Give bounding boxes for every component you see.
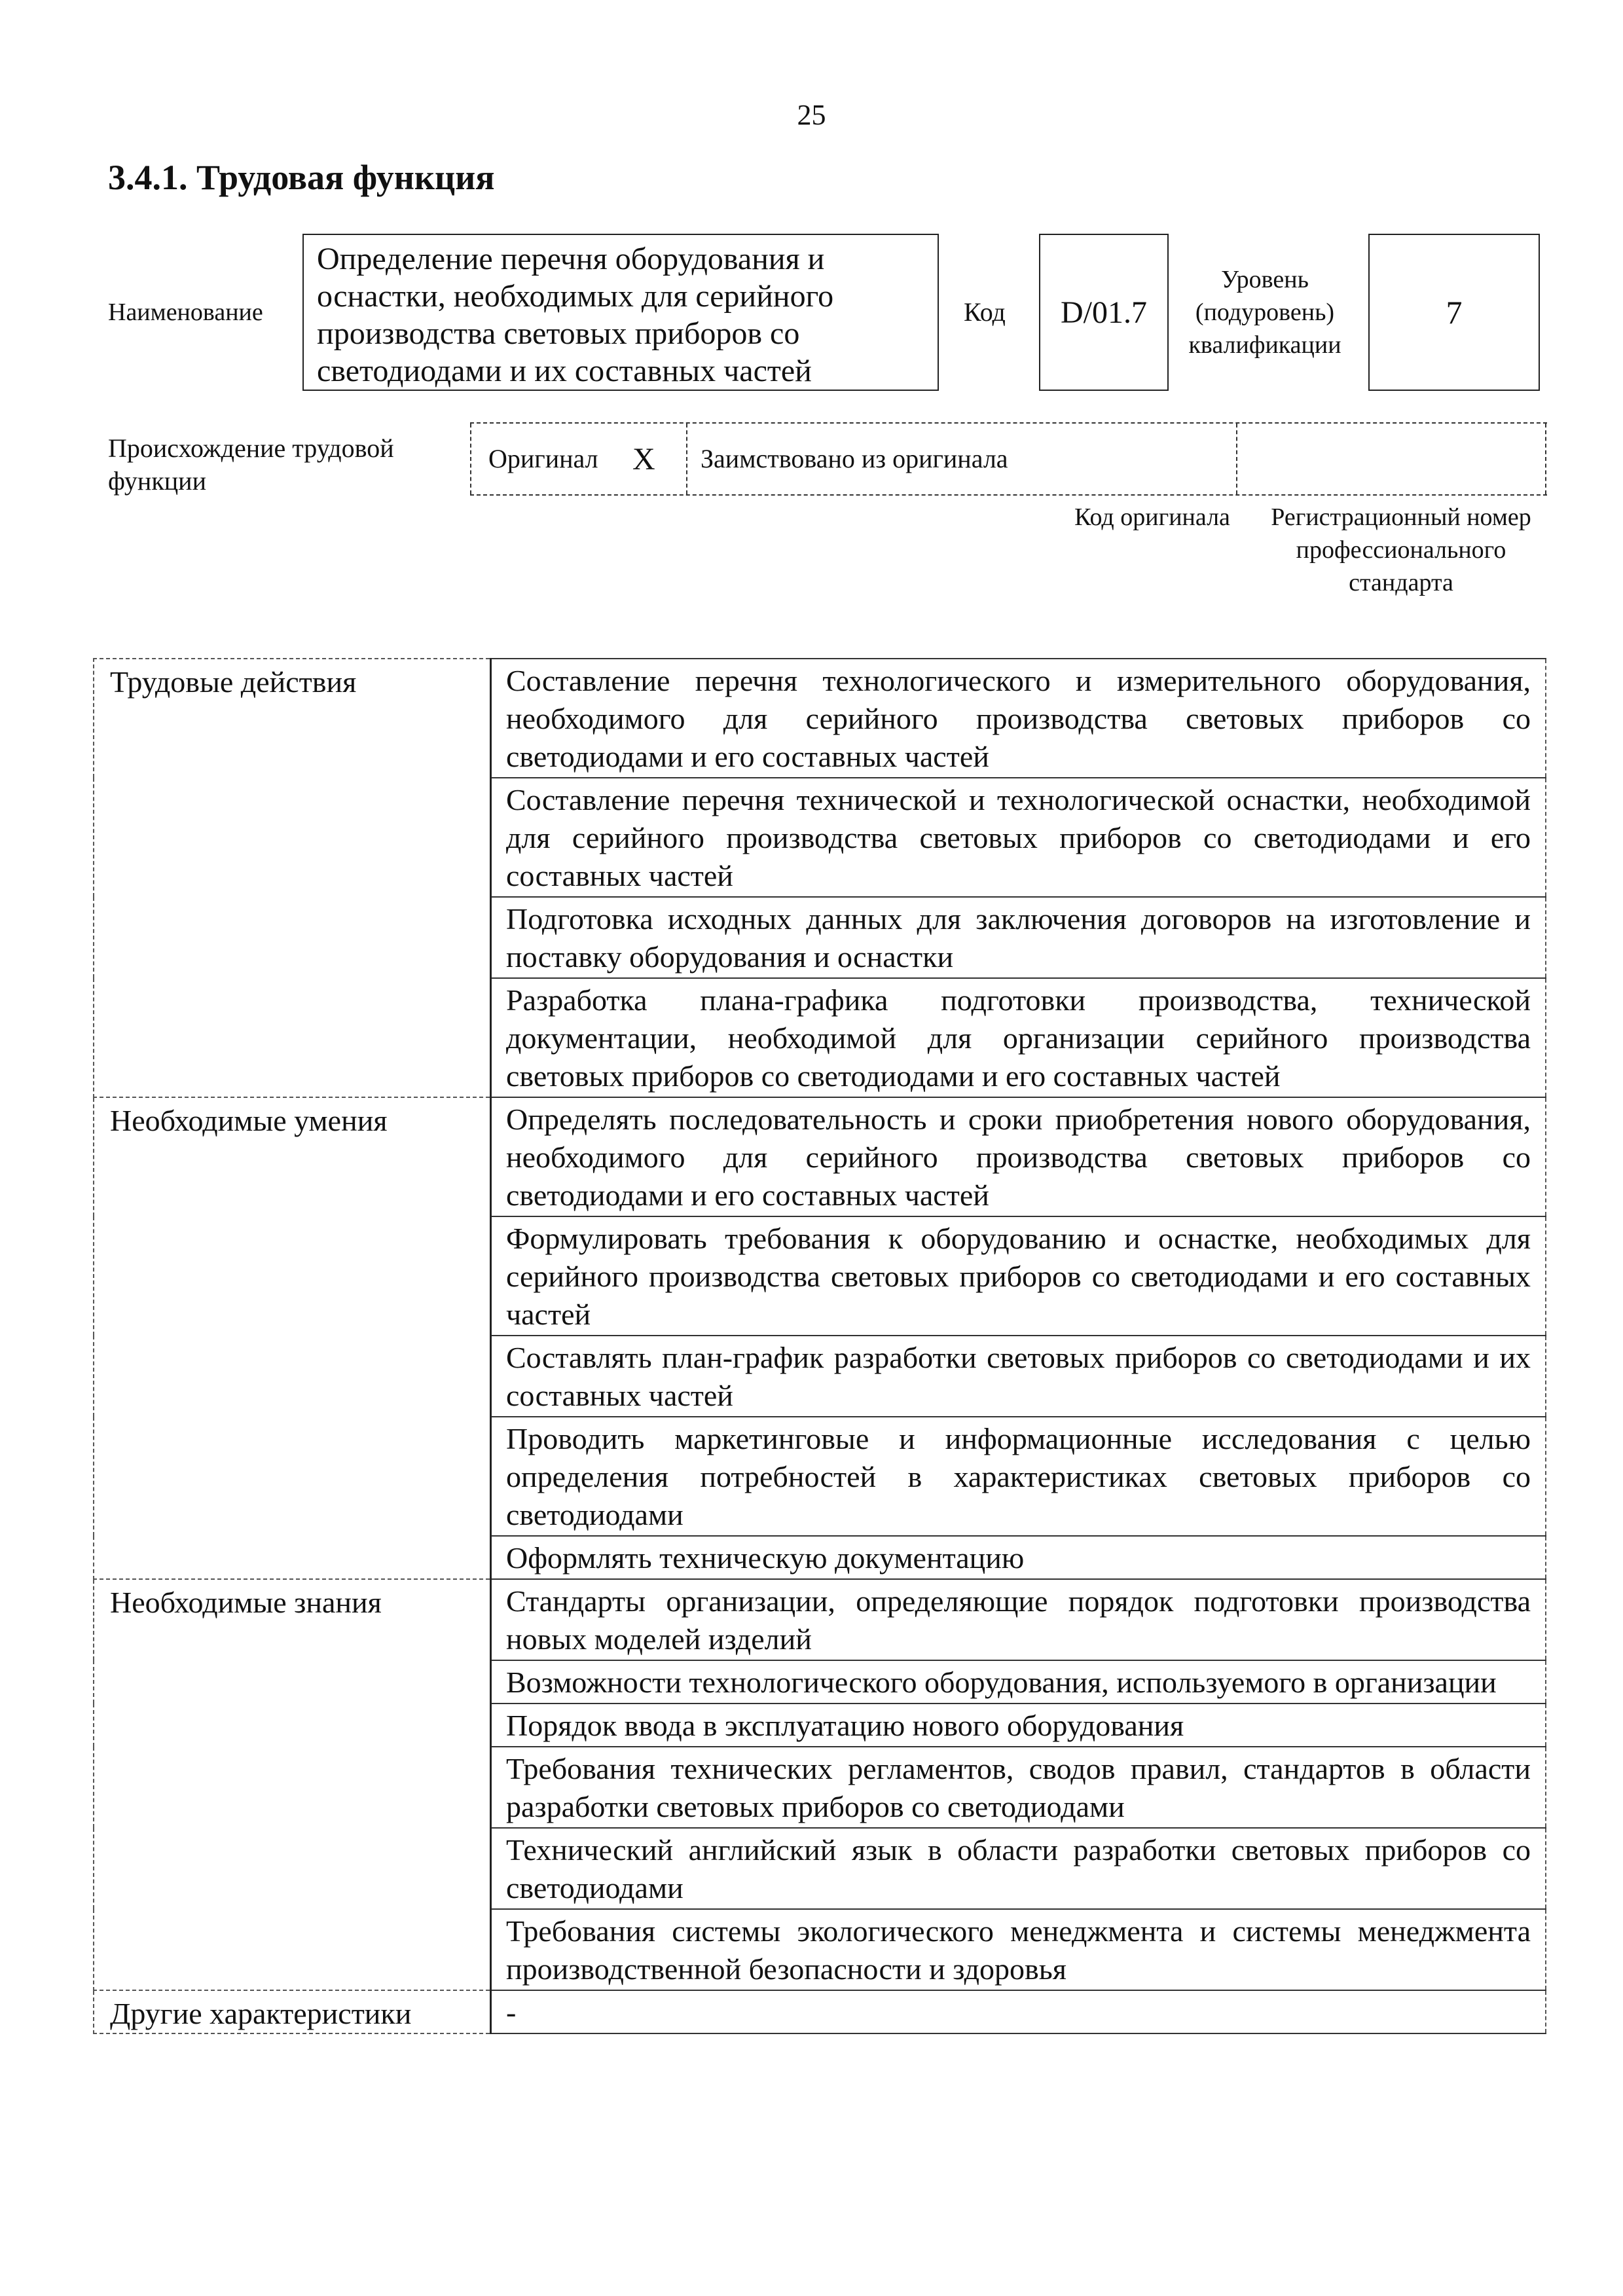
table-row <box>94 1579 1546 1660</box>
table-cell: Составление перечня технологического и измерительного оборудования, необходимого для серийного производства световых приборов со светодиодами и его составных частей <box>491 659 1546 778</box>
table-cell: Требования технических регламентов, сводов правил, стандартов в области разработки световых приборов со светодиодами <box>491 1747 1546 1828</box>
original-code-caption: Код оригинала <box>1074 503 1230 531</box>
table-cell: Формулировать требования к оборудованию и оснастке, необходимых для серийного производства световых приборов со светодиодами и его составных частей <box>491 1216 1546 1336</box>
table-cell: - <box>491 1990 1546 2033</box>
section-title: 3.4.1. Трудовая функция <box>108 158 495 197</box>
original-mark: X <box>632 441 655 477</box>
table-cell: Разработка плана-графика подготовки производства, технической документации, необходимой для организации серийного производства световых приборов со светодиодами и его составных частей <box>491 978 1546 1097</box>
page-number: 25 <box>797 99 826 131</box>
origin-divider <box>470 424 471 494</box>
level-label: Уровень (подуровень) квалификации <box>1188 266 1341 359</box>
table-cell: Проводить маркетинговые и информационные исследования с целью определения потребностей в характеристиках световых приборов со светодиодами <box>491 1417 1546 1536</box>
origin-divider <box>1236 424 1237 494</box>
reg-number-caption: Регистрационный номер профессионального стандарта <box>1271 503 1531 596</box>
borrowed-label: Заимствовано из оригинала <box>701 444 1008 473</box>
table-row <box>94 1097 1546 1216</box>
name-label: Наименование <box>108 299 263 326</box>
section-label: Другие характеристики <box>94 1990 491 2033</box>
original-label: Оригинал <box>488 444 598 473</box>
function-name-box: Определение перечня оборудования и оснастки, необходимых для серийного производства световых приборов со светодиодами и их составных частей <box>302 234 939 391</box>
origin-label: Происхождение трудовой функции <box>108 433 394 496</box>
code-label: Код <box>964 297 1006 327</box>
table-cell: Возможности технологического оборудования, используемого в организации <box>491 1660 1546 1704</box>
table-row <box>94 659 1546 778</box>
table-cell: Технический английский язык в области разработки световых приборов со светодиодами <box>491 1828 1546 1909</box>
table-cell: Составлять план-график разработки световых приборов со светодиодами и их составных частей <box>491 1336 1546 1417</box>
table-cell: Требования системы экологического менеджмента и системы менеджмента производственной безопасности и здоровья <box>491 1909 1546 1990</box>
table-cell: Стандарты организации, определяющие порядок подготовки производства новых моделей изделий <box>491 1579 1546 1660</box>
section-label: Трудовые действия <box>94 659 491 1097</box>
table-cell: Порядок ввода в эксплуатацию нового оборудования <box>491 1704 1546 1747</box>
table-cell: Составление перечня технической и технологической оснастки, необходимой для серийного производства световых приборов со светодиодами и его составных частей <box>491 778 1546 897</box>
section-label: Необходимые знания <box>94 1579 491 1990</box>
level-value-box: 7 <box>1368 234 1540 391</box>
function-details-table <box>93 658 1546 2034</box>
table-cell: Определять последовательность и сроки приобретения нового оборудования, необходимого для серийного производства световых приборов со светодиодами и его составных частей <box>491 1097 1546 1216</box>
code-value-box: D/01.7 <box>1039 234 1169 391</box>
section-label: Необходимые умения <box>94 1097 491 1579</box>
table-cell: Оформлять техническую документацию <box>491 1536 1546 1579</box>
origin-row <box>470 422 1547 496</box>
table-row <box>94 1990 1546 2033</box>
table-cell: Подготовка исходных данных для заключения договоров на изготовление и поставку оборудования и оснастки <box>491 897 1546 978</box>
origin-divider <box>1545 424 1546 494</box>
origin-divider <box>686 424 687 494</box>
